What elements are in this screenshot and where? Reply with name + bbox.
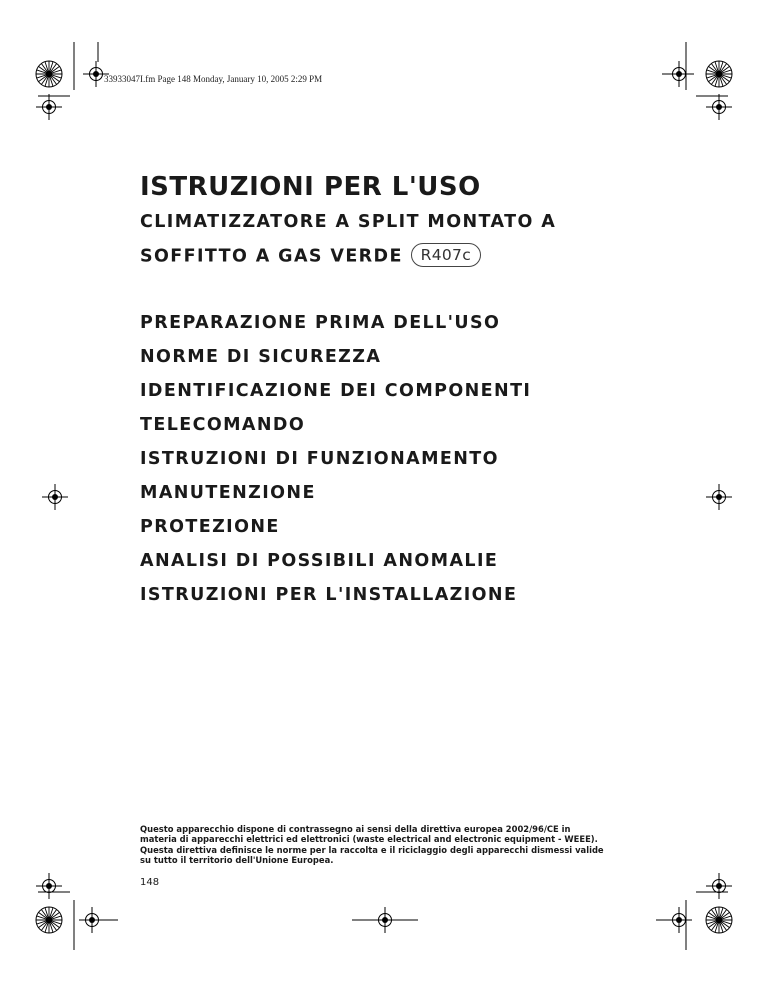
weee-notice-line: materia di apparecchi elettrici ed elettronici (waste electrical and electronic equipment - WEEE). — [140, 834, 598, 845]
print-header: 33933047I.fm Page 148 Monday, January 10, 2005 2:29 PM — [104, 74, 323, 84]
contents-item-operation: ISTRUZIONI DI FUNZIONAMENTO — [140, 449, 499, 469]
registration-mark-mid-left — [42, 484, 68, 510]
registration-mark-bottom-left — [36, 873, 62, 899]
registration-mark-top-right-inner — [706, 94, 732, 120]
contents-item-remote: TELECOMANDO — [140, 415, 306, 435]
starburst-mark-top-left — [36, 61, 62, 87]
document-subtitle-line1: CLIMATIZZATORE A SPLIT MONTATO A — [140, 212, 557, 232]
contents-item-safety: NORME DI SICUREZZA — [140, 347, 382, 367]
contents-item-maintenance: MANUTENZIONE — [140, 483, 316, 503]
contents-item-preparation: PREPARAZIONE PRIMA DELL'USO — [140, 313, 501, 333]
registration-mark-top-left-inner — [36, 94, 62, 120]
starburst-mark-bottom-left — [36, 907, 62, 933]
refrigerant-badge: R407c — [411, 243, 481, 267]
starburst-mark-bottom-right — [706, 907, 732, 933]
registration-mark-bottom-right-inner — [666, 907, 692, 933]
contents-item-installation: ISTRUZIONI PER L'INSTALLAZIONE — [140, 585, 518, 605]
subtitle-line2-text: SOFFITTO A GAS VERDE — [140, 246, 403, 267]
registration-mark-mid-right — [706, 484, 732, 510]
starburst-mark-top-right — [706, 61, 732, 87]
registration-mark-bottom-center — [372, 907, 398, 933]
document-subtitle-line2 — [140, 246, 481, 267]
registration-mark-top-right — [666, 61, 692, 87]
registration-mark-bottom-left-inner — [79, 907, 105, 933]
weee-notice-line: Questa direttiva definisce le norme per la raccolta e il riciclaggio degli apparecchi dismessi valide — [140, 844, 604, 855]
registration-mark-bottom-right — [706, 873, 732, 899]
weee-notice — [140, 824, 660, 866]
contents-item-components: IDENTIFICAZIONE DEI COMPONENTI — [140, 381, 532, 401]
contents-item-troubleshooting: ANALISI DI POSSIBILI ANOMALIE — [140, 551, 499, 571]
weee-notice-line: Questo apparecchio dispone di contrassegno ai sensi della direttiva europea 2002/96/CE in — [140, 824, 571, 834]
document-title: ISTRUZIONI PER L'USO — [140, 172, 481, 202]
weee-notice-line: su tutto il territorio dell'Unione Europea. — [140, 855, 334, 866]
contents-item-protection: PROTEZIONE — [140, 517, 280, 537]
page-number: 148 — [140, 877, 160, 888]
contents-list — [140, 306, 531, 612]
